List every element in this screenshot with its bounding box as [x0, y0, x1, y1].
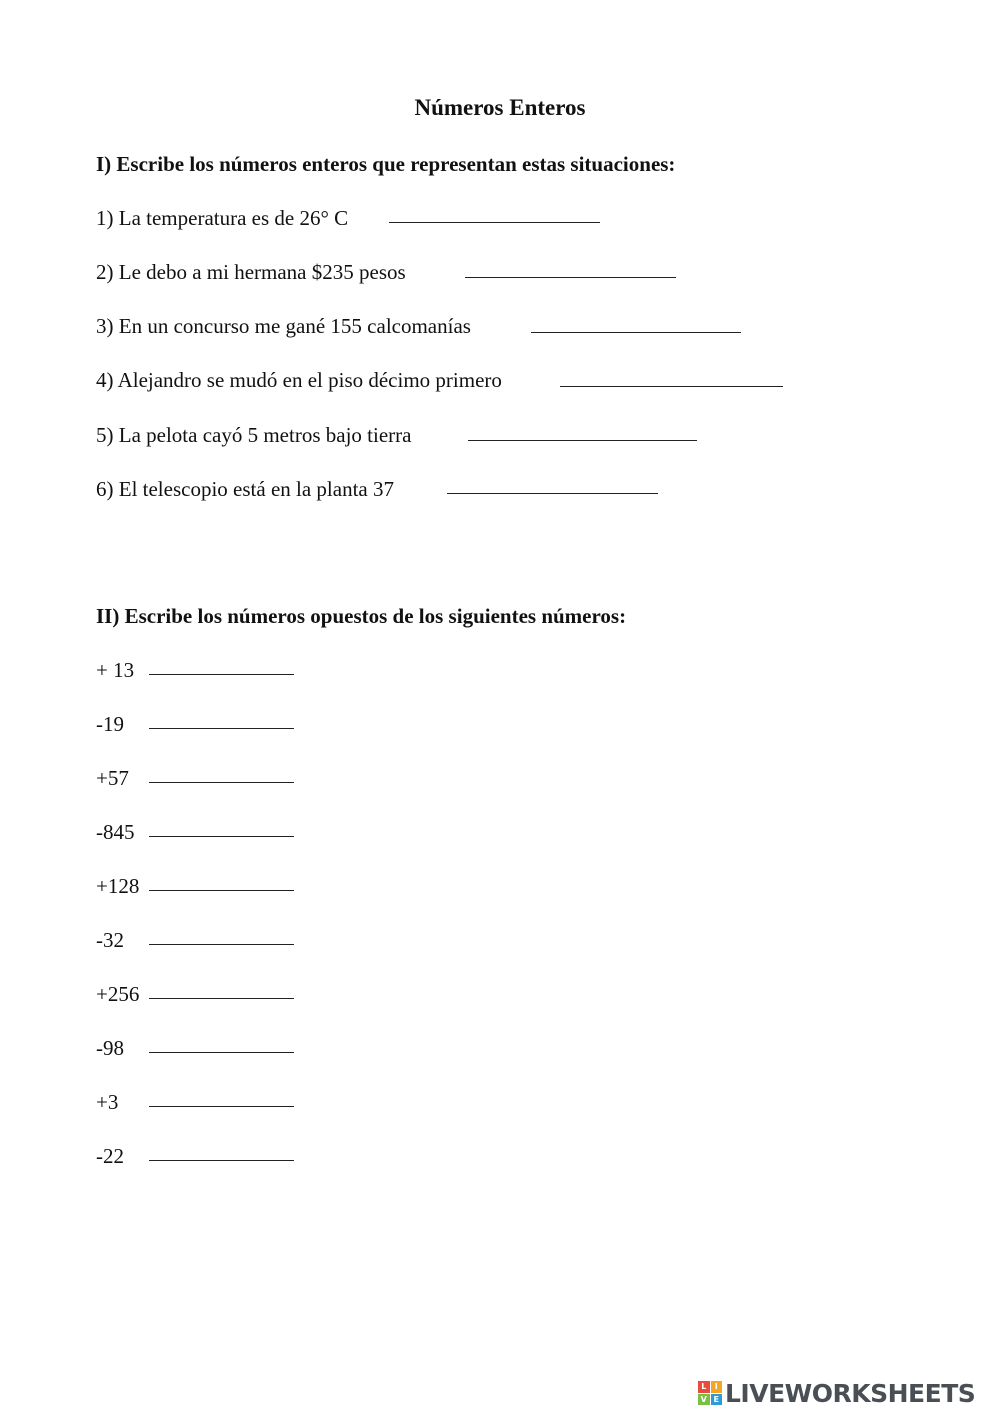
opposite-line-10: [149, 1160, 294, 1161]
logo-tile-v: V: [698, 1394, 710, 1406]
answer-line-6: [447, 493, 658, 494]
opposite-input-1[interactable]: [149, 652, 294, 674]
answer-input-6[interactable]: [447, 471, 658, 493]
number-5: +128: [96, 874, 140, 898]
opposite-input-3[interactable]: [149, 760, 294, 782]
opposite-input-8[interactable]: [149, 1030, 294, 1052]
opposite-input-4[interactable]: [149, 814, 294, 836]
answer-line-3: [531, 332, 741, 333]
question-4-text: 4) Alejandro se mudó en el piso décimo primero: [96, 368, 502, 392]
logo-wordmark: LIVEWORKSHEETS: [725, 1378, 976, 1408]
answer-input-2[interactable]: [465, 255, 676, 277]
answer-line-5: [468, 440, 697, 441]
question-3-text: 3) En un concurso me gané 155 calcomanías: [96, 314, 471, 338]
logo-tile-l: L: [698, 1381, 710, 1393]
logo-tiles-icon: [698, 1381, 722, 1405]
number-7: +256: [96, 982, 140, 1006]
answer-input-5[interactable]: [468, 418, 697, 440]
section-2-heading: II) Escribe los números opuestos de los siguientes números:: [96, 604, 627, 628]
opposite-input-7[interactable]: [149, 976, 294, 998]
question-6-text: 6) El telescopio está en la planta 37: [96, 477, 394, 501]
opposite-line-7: [149, 998, 294, 999]
question-1-text: 1) La temperatura es de 26° C: [96, 206, 349, 230]
answer-line-4: [560, 386, 783, 387]
logo-tile-i: I: [711, 1381, 723, 1393]
opposite-line-2: [149, 728, 294, 729]
opposite-input-6[interactable]: [149, 922, 294, 944]
number-4: -845: [96, 820, 135, 844]
answer-line-2: [465, 277, 676, 278]
opposite-line-8: [149, 1052, 294, 1053]
opposite-line-4: [149, 836, 294, 837]
number-2: -19: [96, 712, 124, 736]
opposite-input-9[interactable]: [149, 1084, 294, 1106]
liveworksheets-logo: [698, 1376, 975, 1410]
opposite-line-5: [149, 890, 294, 891]
answer-input-1[interactable]: [389, 200, 600, 222]
opposite-input-10[interactable]: [149, 1138, 294, 1160]
opposite-line-1: [149, 674, 294, 675]
answer-input-4[interactable]: [560, 364, 783, 386]
number-9: +3: [96, 1090, 119, 1114]
opposite-input-5[interactable]: [149, 868, 294, 890]
answer-line-1: [389, 222, 600, 223]
opposite-line-3: [149, 782, 294, 783]
opposite-line-6: [149, 944, 294, 945]
number-10: -22: [96, 1144, 124, 1168]
number-1: + 13: [96, 658, 135, 682]
opposite-line-9: [149, 1106, 294, 1107]
question-5-text: 5) La pelota cayó 5 metros bajo tierra: [96, 423, 412, 447]
logo-tile-e: E: [711, 1394, 723, 1406]
number-8: -98: [96, 1036, 124, 1060]
number-3: +57: [96, 766, 129, 790]
number-6: -32: [96, 928, 124, 952]
section-1-heading: I) Escribe los números enteros que representan estas situaciones:: [96, 152, 676, 176]
answer-input-3[interactable]: [531, 310, 741, 332]
page-title: Números Enteros: [414, 95, 586, 120]
question-2-text: 2) Le debo a mi hermana $235 pesos: [96, 260, 406, 284]
opposite-input-2[interactable]: [149, 706, 294, 728]
